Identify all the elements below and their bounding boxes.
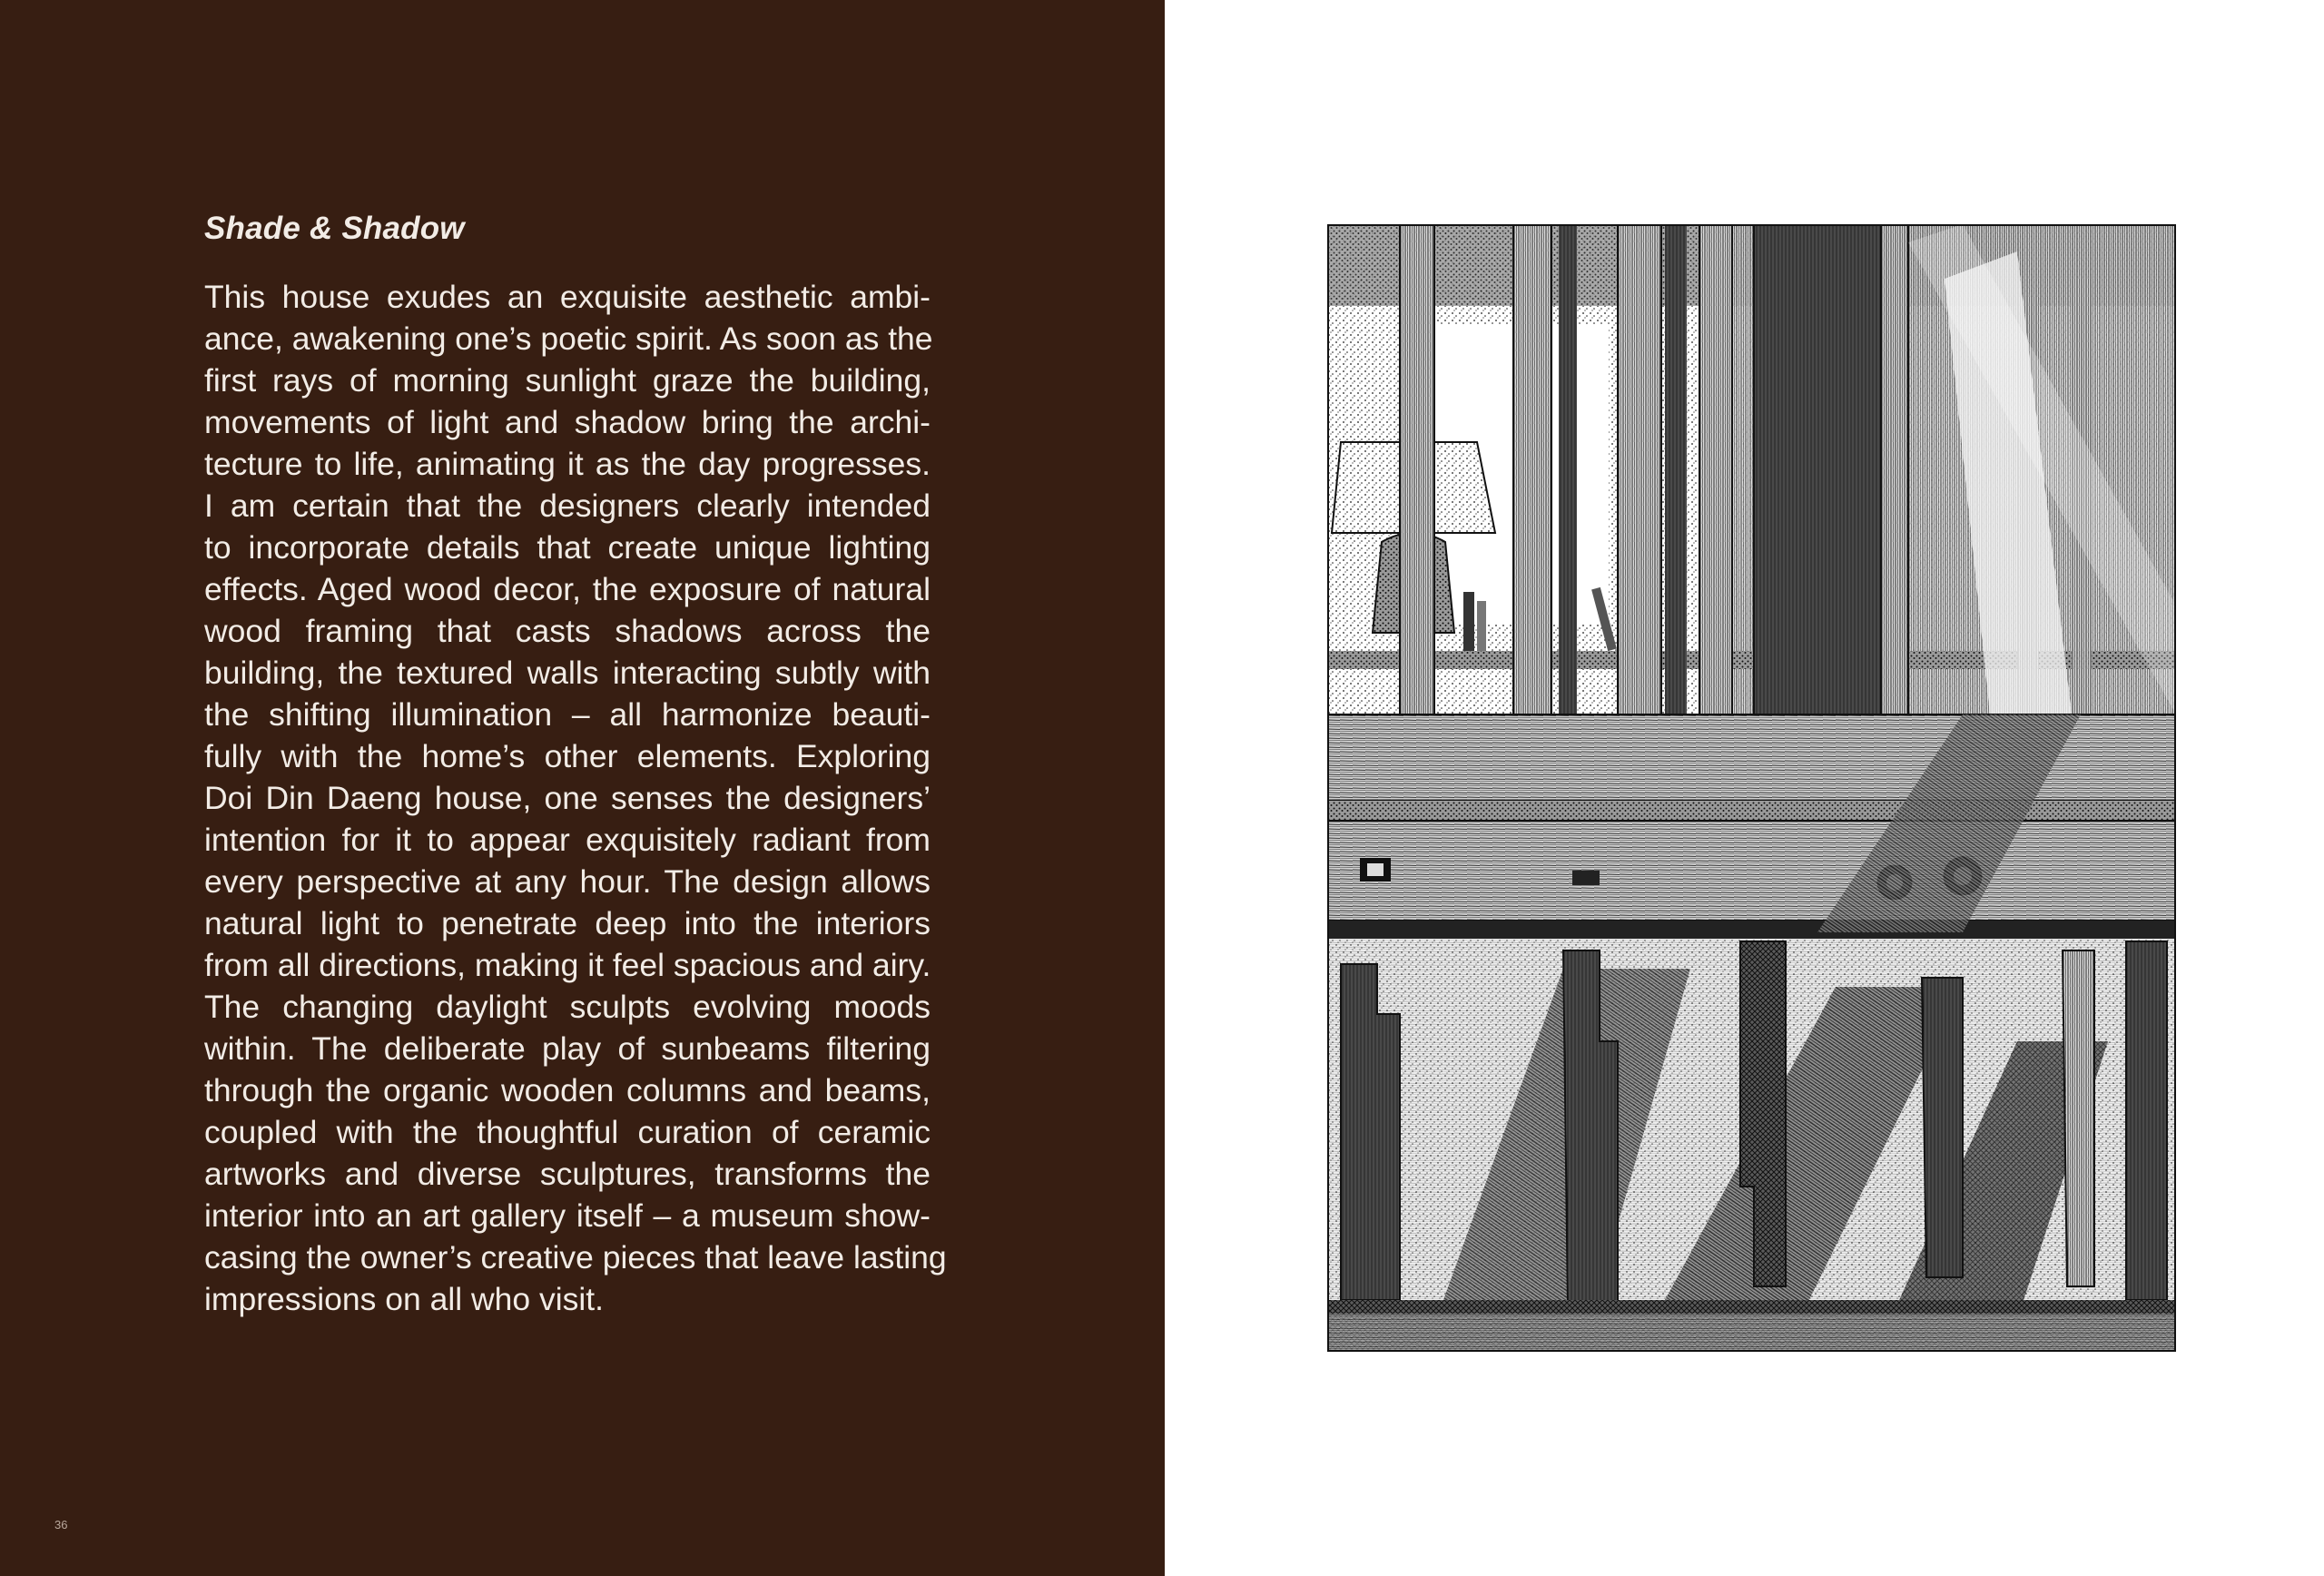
body-line: intention for it to appear exquisitely radiant from: [204, 822, 931, 858]
body-line: The changing daylight sculpts evolving moods: [204, 989, 931, 1025]
page-number: 36: [54, 1518, 68, 1532]
body-line: first rays of morning sunlight graze the building,: [204, 362, 931, 399]
pen-ink-illustration: [1327, 224, 2176, 1352]
body-line: natural light to penetrate deep into the interiors: [204, 905, 931, 941]
body-line: This house exudes an exquisite aesthetic ambi-: [204, 279, 931, 315]
body-line: movements of light and shadow bring the archi-: [204, 404, 931, 440]
body-line: through the organic wooden columns and beams,: [204, 1072, 931, 1108]
body-line: ance, awakening one’s poetic spirit. As soon as the: [204, 320, 933, 357]
body-line: casing the owner’s creative pieces that leave lasting: [204, 1239, 947, 1276]
body-line: from all directions, making it feel spacious and airy.: [204, 947, 931, 983]
body-line: to incorporate details that create unique lighting: [204, 529, 931, 566]
article-body: [204, 276, 947, 1320]
body-line: fully with the home’s other elements. Exploring: [204, 738, 931, 774]
body-line: effects. Aged wood decor, the exposure of natural: [204, 571, 931, 607]
body-line: Doi Din Daeng house, one senses the designers’: [204, 780, 931, 816]
body-line: interior into an art gallery itself – a museum show-: [204, 1197, 931, 1234]
body-line: within. The deliberate play of sunbeams filtering: [204, 1030, 931, 1067]
body-line: impressions on all who visit.: [204, 1281, 604, 1317]
body-line: building, the textured walls interacting subtly with: [204, 655, 931, 691]
article-title: Shade & Shadow: [204, 211, 465, 246]
body-line: coupled with the thoughtful curation of ceramic: [204, 1114, 931, 1150]
body-line: wood framing that casts shadows across the: [204, 613, 931, 649]
body-line: artworks and diverse sculptures, transforms the: [204, 1156, 931, 1192]
body-line: the shifting illumination – all harmonize beauti-: [204, 696, 931, 733]
body-line: I am certain that the designers clearly intended: [204, 488, 931, 524]
body-line: tecture to life, animating it as the day progresses.: [204, 446, 931, 482]
body-line: every perspective at any hour. The design allows: [204, 863, 931, 900]
